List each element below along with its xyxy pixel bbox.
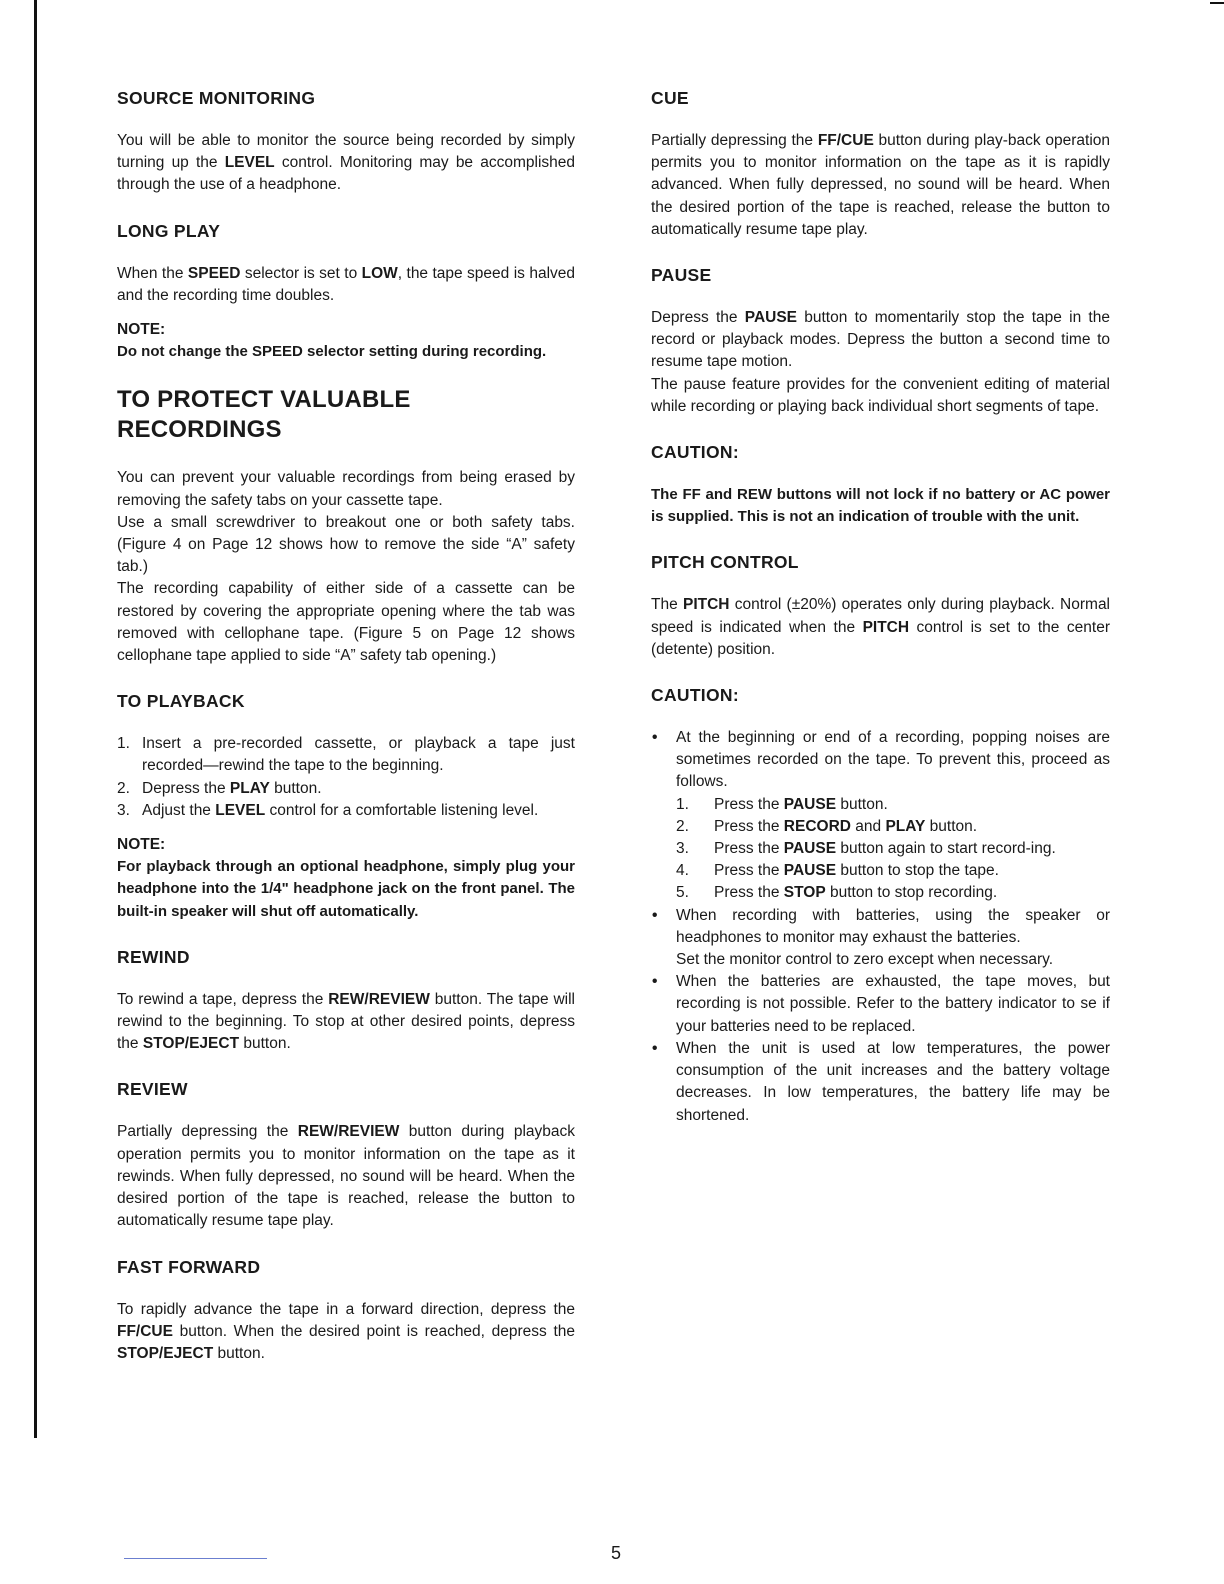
pitch-control-text: The PITCH control (±20%) operates only during playback. Normal speed is indicated when the PITCH control is set to the center (detente) position.: [651, 596, 1111, 658]
caution-1-text: The FF and REW buttons will not lock if no battery or AC power is supplied. This is not an indication of trouble with the unit.: [651, 486, 1110, 526]
long-play-note-body: Do not change the SPEED selector setting during recording.: [117, 343, 547, 361]
cue-text: Partially depressing the FF/CUE button during play-back operation permits you to monitor information on the tape as it is rapidly advanced. When fully depressed, no sound will be heard. When the desired portion of the tape is reached, release the button to automatically resume tape play.: [651, 132, 1110, 238]
fast-forward-text: To rapidly advance the tape in a forward direction, depress the FF/CUE button. When the desired point is reached, depress the STOP/EJECT button.: [117, 1300, 575, 1362]
list-item: 2. Press the RECORD and PLAY button.: [676, 817, 978, 835]
heading-to-playback: TO PLAYBACK: [117, 691, 245, 712]
heading-protect-recordings: TO PROTECT VALUABLE RECORDINGS: [117, 386, 411, 444]
heading-source-monitoring: SOURCE MONITORING: [117, 88, 316, 108]
protect-paragraph-2: Use a small screwdriver to breakout one or both safety tabs. (Figure 4 on Page 12 shows how to remove the side “A” safety tab.): [117, 513, 575, 576]
list-item: • When recording with batteries, using the speaker or headphones to monitor may exhaust the batteries. Set the monitor control to zero except when necessary.: [652, 906, 1110, 969]
pause-text: Depress the PAUSE button to momentarily stop the tape in the record or playback modes. Depress the button a second time to resume tape motion.: [651, 309, 1110, 371]
heading-fast-forward: FAST FORWARD: [117, 1256, 261, 1277]
caution-2-list: [651, 727, 1110, 1127]
heading-caution-2: CAUTION:: [651, 685, 739, 706]
list-item: 3. Adjust the LEVEL control for a comfortable listening level.: [117, 801, 539, 819]
rewind-text: To rewind a tape, depress the REW/REVIEW button. The tape will rewind to the beginning. To stop at other desired points, depress the STOP/EJECT button.: [117, 990, 575, 1053]
scan-edge-left: [34, 0, 37, 1438]
protect-paragraph-3: The recording capability of either side of a cassette can be restored by covering the appropriate opening where the tab was removed with cellophane tape. (Figure 5 on Page 12 shows cellophane tape applied to side “A” safety tab opening.): [117, 580, 575, 665]
right-column: [651, 86, 1110, 1127]
list-item: 1. Insert a pre-recorded cassette, or playback a tape just recorded—rewind the tape to the beginning.: [117, 735, 575, 775]
long-play-note-label: NOTE:: [117, 321, 166, 339]
scan-edge-mark: [1210, 2, 1224, 4]
list-item: • At the beginning or end of a recording, popping noises are sometimes recorded on the tape. To prevent this, proceed as follows. 1. Press the PAUSE button. 2. Press the RECORD and PLAY button. 3. Press the PAUSE button again to start record-ing. 4. Press the PAUSE button to stop the tape. 5. Press the STOP button to stop recording.: [651, 727, 1110, 905]
page-number: 5: [611, 1543, 622, 1563]
heading-pause: PAUSE: [651, 265, 712, 286]
bullet-icon: •: [652, 906, 658, 924]
list-item: 4. Press the PAUSE button to stop the tape.: [676, 862, 999, 880]
playback-note-label: NOTE:: [117, 836, 166, 854]
source-monitoring-text: You will be able to monitor the source being recorded by simply turning up the LEVEL control. Monitoring may be accomplished through the use of a headphone.: [117, 132, 575, 194]
list-item: 3. Press the PAUSE button again to start record-ing.: [676, 840, 1056, 858]
heading-caution-1: CAUTION:: [651, 442, 739, 463]
heading-review: REVIEW: [117, 1079, 188, 1100]
heading-pitch-control: PITCH CONTROL: [651, 552, 799, 573]
review-text: Partially depressing the REW/REVIEW button during playback operation permits you to monitor information on the tape as it rewinds. When fully depressed, no sound will be heard. When the desired portion of the tape is reached, release the button to automatically resume tape play.: [117, 1123, 576, 1230]
pause-paragraph-2: The pause feature provides for the convenient editing of material while recording or playing back individual short segments of tape.: [651, 375, 1110, 415]
playback-note-body: For playback through an optional headphone, simply plug your headphone into the 1/4" headphone jack on the front panel. The built-in speaker will shut off automatically.: [117, 858, 575, 920]
heading-long-play: LONG PLAY: [117, 220, 221, 241]
protect-paragraph-1: You can prevent your valuable recordings from being erased by removing the safety tabs on your cassette tape.: [117, 469, 575, 509]
bullet-icon: •: [652, 1039, 658, 1057]
list-item: 2. Depress the PLAY button.: [117, 779, 322, 797]
popping-noise-steps: [676, 794, 1110, 905]
left-column: [117, 86, 575, 1365]
list-item: • When the batteries are exhausted, the tape moves, but recording is not possible. Refer to the battery indicator to se if your batteries need to be replaced.: [652, 973, 1110, 1035]
playback-steps: [117, 733, 575, 822]
list-item: 5. Press the STOP button to stop recording.: [676, 884, 998, 902]
long-play-text: When the SPEED selector is set to LOW, the tape speed is halved and the recording time doubles.: [117, 264, 576, 304]
list-item: 1. Press the PAUSE button.: [676, 795, 888, 813]
list-item: • When the unit is used at low temperatures, the power consumption of the unit increases and the battery voltage decreases. In low temperatures, the battery life may be shortened.: [652, 1039, 1110, 1124]
heading-rewind: REWIND: [117, 946, 190, 967]
footer-rule: [124, 1558, 267, 1559]
heading-cue: CUE: [651, 88, 689, 108]
bullet-icon: •: [652, 729, 658, 747]
bullet-icon: •: [652, 973, 658, 991]
